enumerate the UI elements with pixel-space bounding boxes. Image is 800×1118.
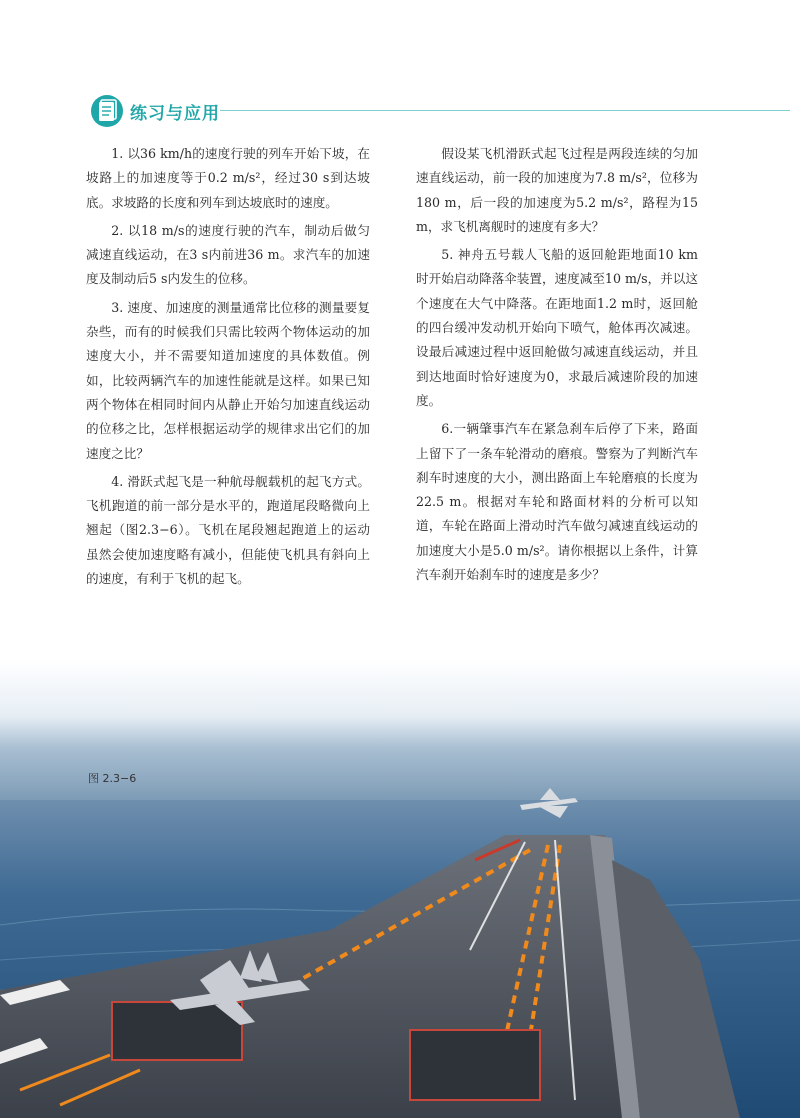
problem-5: 5. 神舟五号载人飞船的返回舱距地面10 km时开始启动降落伞装置，速度减至10 m/s，并以这个速度在大气中降落。在距地面1.2 m时，返回舱的四台缓冲发动机开始向下喷气，舱体再次减速。设最后减速过程中返回舱做匀减速直线运动，并且到达地面时恰好速度为0，求最后减速阶段的加速度。 [416,247,698,408]
figure-label: 图 2.3−6 [88,772,137,785]
notebook-icon [90,94,124,128]
left-column [86,142,370,595]
right-column [416,142,698,591]
problem-2: 2. 以18 m/s的速度行驶的汽车，制动后做匀减速直线运动，在3 s内前进36 m。求汽车的加速度及制动后5 s内发生的位移。 [86,222,370,287]
header-divider [220,110,790,111]
problem-3: 3. 速度、加速度的测量通常比位移的测量要复杂些，而有的时候我们只需比较两个物体运动的加速度大小，并不需要知道加速度的具体数值。例如，比较两辆汽车的加速性能就是这样。如果已知两个物体在相同时间内从静止开始匀加速直线运动的位移之比，怎样根据运动学的规律求出它们的加速度之比？ [86,299,370,461]
section-header [90,94,790,128]
aircraft-carrier-photo [0,660,800,1118]
section-title: 练习与应用 [130,104,220,124]
problem-4-continuation: 假设某飞机滑跃式起飞过程是两段连续的匀加速直线运动，前一段的加速度为7.8 m/s²，位移为180 m，后一段的加速度为5.2 m/s²，路程为15 m，求飞机离舰时的速度有多大？ [416,146,698,234]
problem-4: 4. 滑跃式起飞是一种航母舰载机的起飞方式。飞机跑道的前一部分是水平的，跑道尾段略微向上翘起（图2.3−6）。飞机在尾段翘起跑道上的运动虽然会使加速度略有减小，但能使飞机具有斜向上的速度，有利于飞机的起飞。 [86,473,370,587]
problem-6: 6.一辆肇事汽车在紧急刹车后停了下来，路面上留下了一条车轮滑动的磨痕。警察为了判断汽车刹车时速度的大小，测出路面上车轮磨痕的长度为22.5 m。根据对车轮和路面材料的分析可以知道，车轮在路面上滑动时汽车做匀减速直线运动的加速度大小是5.0 m/s²。请你根据以上条件，计算汽车刹开始刹车时的速度是多少？ [416,421,698,583]
problem-1: 1. 以36 km/h的速度行驶的列车开始下坡，在坡路上的加速度等于0.2 m/s²，经过30 s到达坡底。求坡路的长度和列车到达坡底时的速度。 [86,146,370,210]
